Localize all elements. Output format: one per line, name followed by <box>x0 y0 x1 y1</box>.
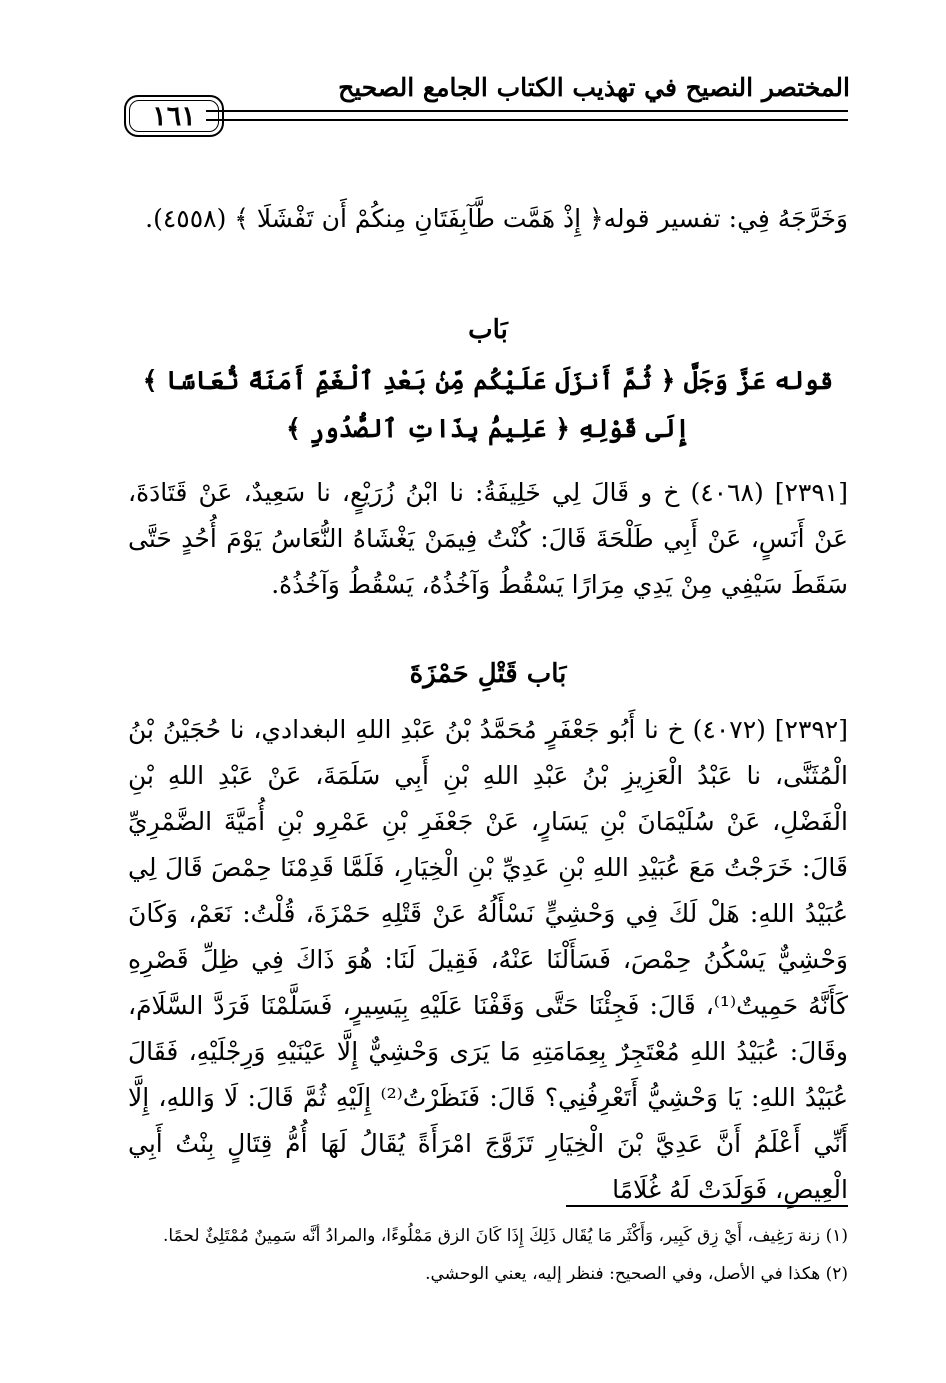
header-rule-top <box>206 110 848 112</box>
paragraph-cross-reference: وَخَرَّجَهُ فِي: تفسير قوله﴿ إِذْ هَمَّت طَّآبِفَتَانِ مِنكُمْ أَن تَفْشَلَا ﴾ (٤٥٥٨). <box>145 204 848 233</box>
footnote-2: (٢) هكذا في الأصل، وفي الصحيح: فنظر إليه، يعني الوحشي. <box>425 1264 848 1284</box>
running-title: المختصر النصيح في تهذيب الكتاب الجامع الصحيح <box>338 73 850 102</box>
header-rule-bottom <box>206 119 848 121</box>
chapter-subtitle: قوله عَزَّ وَجَلَّ ﴿ ثُمَّ أَنزَلَ عَلَيْكُم مِّنۢ بَعْدِ ٱلْغَمِّ أَمَنَةً نُّعَاسًا ﴾ إِلَى قَوْلِهِ ﴿ عَلِيمُۢ بِذَاتِ ٱلصُّدُورِ ﴾ <box>142 366 834 443</box>
page-number: ١٦١ <box>129 100 219 132</box>
chapter-heading-killing-of-hamza: بَاب قَتْلِ حَمْزَةَ <box>409 659 567 689</box>
footnote-separator <box>566 1205 848 1207</box>
hadith-2391: [٢٣٩١] (٤٠٦٨) خ و قَالَ لِي خَلِيفَةُ: نا ابْنُ زُرَيْعٍ، نا سَعِيدٌ، عَنْ قَتَادَةَ، عَنْ أَنَسٍ، عَنْ أَبِي طَلْحَةَ قَالَ: كُنْتُ فِيمَنْ يَغْشَاهُ النُّعَاسُ يَوْمَ أُحُدٍ حَتَّى سَقَطَ سَيْفِي مِنْ يَدِي مِرَارًا يَسْقُطُ وَآخُذُهُ، يَسْقُطُ وَآخُذُهُ. <box>128 478 848 599</box>
page-number-frame <box>124 95 224 137</box>
footnote-1: (١) زنة رَغِيف، أَيْ زِق كَبِير، وَأَكْثَر مَا يُقَال ذَلِكَ إِذَا كَانَ الزق مَمْلُوءًا، والمرادُ أنَّه سَمِينٌ مُمْتَلِئٌ لحمًا. <box>162 1226 848 1246</box>
hadith-2392: [٢٣٩٢] (٤٠٧٢) خ نا أَبُو جَعْفَرٍ مُحَمَّدُ بْنُ عَبْدِ اللهِ البغدادي، نا حُجَيْنُ بْنُ الْمُثَنَّى، نا عَبْدُ الْعَزِيزِ بْنُ عَبْدِ اللهِ بْنِ أَبِي سَلَمَةَ، عَنْ عَبْدِ اللهِ بْنِ الْفَضْلِ، عَنْ سُلَيْمَانَ بْنِ يَسَارٍ، عَنْ جَعْفَرِ بْنِ عَمْرِو بْنِ أُمَيَّةَ الضَّمْرِيِّ قَالَ: خَرَجْتُ مَعَ عُبَيْدِ اللهِ بْنِ عَدِيِّ بْنِ الْخِيَارِ، فَلَمَّا قَدِمْنَا حِمْصَ قَالَ لِي عُبَيْدُ اللهِ: هَلْ لَكَ فِي وَحْشِيٍّ نَسْأَلُهُ عَنْ قَتْلِهِ حَمْزَةَ، قُلْتُ: نَعَمْ، وَكَانَ وَحْشِيٌّ يَسْكُنُ حِمْصَ، فَسَأَلْنَا عَنْهُ، فَقِيلَ لَنَا: هُوَ ذَاكَ فِي ظِلِّ قَصْرِهِ كَأَنَّهُ حَمِيتٌ⁽¹⁾، قَالَ: فَجِئْنَا حَتَّى وَقَفْنَا عَلَيْهِ بِيَسِيرٍ، فَسَلَّمْنَا فَرَدَّ السَّلَامَ، وقَالَ: عُبَيْدُ اللهِ مُعْتَجِرٌ بِعِمَامَتِهِ مَا يَرَى وَحْشِيٌّ إِلَّا عَيْنَيْهِ وَرِجْلَيْهِ، فَقَالَ عُبَيْدُ اللهِ: يَا وَحْشِيُّ أَتَعْرِفُنِي؟ قَالَ: فَنَظَرْتُ⁽²⁾ إِلَيْهِ ثُمَّ قَالَ: لَا وَاللهِ، إِلَّا أَنِّي أَعْلَمُ أَنَّ عَدِيَّ بْنَ الْخِيَارِ تَزَوَّجَ امْرَأَةً يُقَالُ لَهَا أُمُّ قِتَالٍ بِنْتُ أَبِي الْعِيصِ، فَوَلَدَتْ لَهُ غُلَامًا <box>128 715 848 1204</box>
chapter-heading: بَاب <box>468 315 508 345</box>
